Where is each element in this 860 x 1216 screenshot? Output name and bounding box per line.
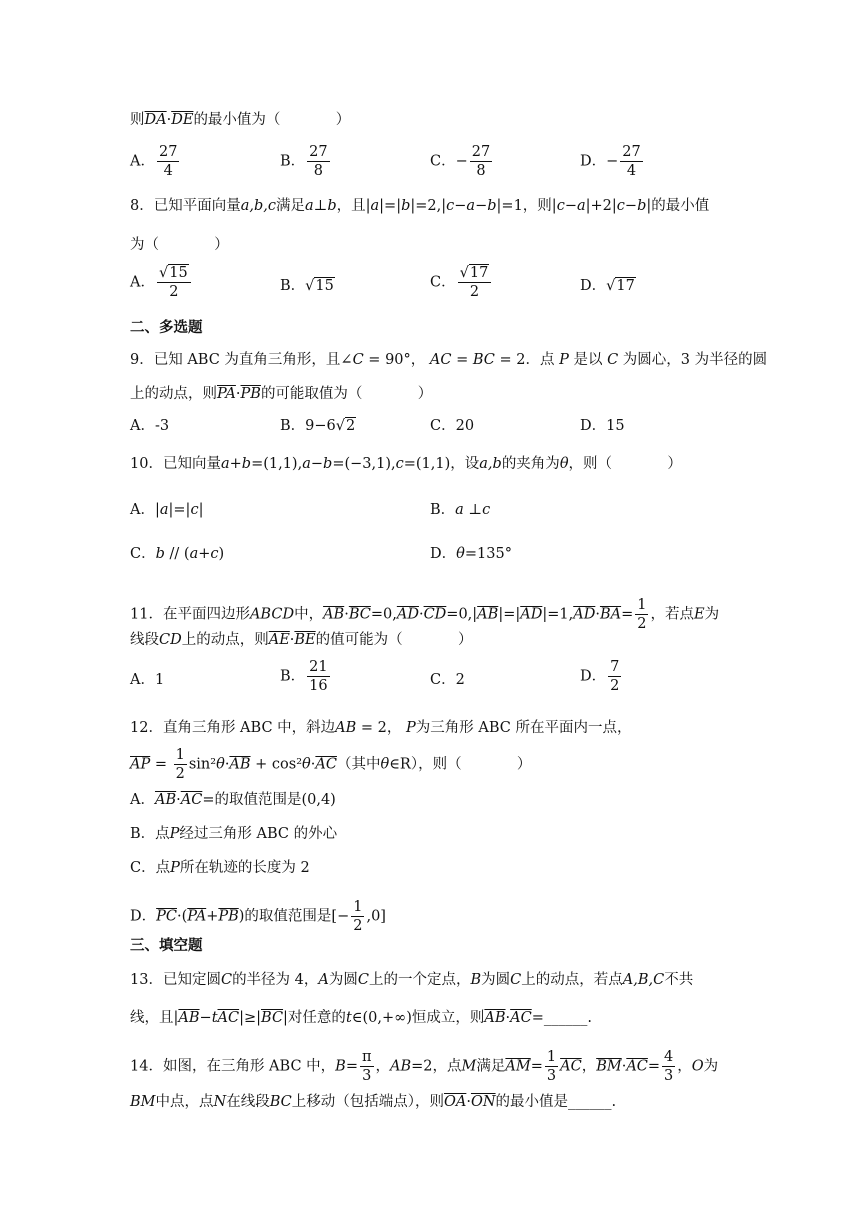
q11-option-d[interactable]: D． $\frac{7}{2}$ (580, 659, 620, 694)
q8-option-c[interactable]: C． $\frac{√17}{2}$ (430, 264, 493, 301)
q10-option-d[interactable]: D．θ=135° (430, 546, 512, 562)
q14-answer-blank[interactable]: ______ (568, 1094, 612, 1110)
q9-option-c[interactable]: C．20 (430, 418, 475, 434)
section-3-heading: 三、填空题 (130, 938, 203, 954)
q7-option-a[interactable]: A． $\frac{27}{4}$ (130, 144, 178, 179)
q10-option-c[interactable]: C．b // (a+c) (130, 546, 225, 562)
q11-option-c[interactable]: C．2 (430, 672, 465, 688)
q8-option-b[interactable]: B．√15 (280, 278, 334, 294)
q11-option-b[interactable]: B． $\frac{21}{16}$ (280, 659, 328, 694)
q8-option-d[interactable]: D．√17 (580, 278, 635, 294)
q10-option-b[interactable]: B．a ⊥c (430, 502, 491, 518)
q11-stem-line1: 11．在平面四边形ABCD中，$\overline{AB}\cdot\overline{BC}=0,\overline{AD}\cdot\overline{CD}=0,|\overline{AB}|=|\overline{AD}|=1,\overline{AD}\cdot\overline{BA}=$ $\frac{1}{2}$ ，若点E为 (130, 597, 720, 632)
q10-option-a[interactable]: A．|a|=|c| (130, 502, 204, 518)
q7-option-d[interactable]: D．− $\frac{27}{4}$ (580, 144, 641, 179)
q12-option-a[interactable]: A．$\overline{AB}\cdot\overline{AC}=$的取值范围是(0,4) (130, 792, 336, 808)
q9-option-a[interactable]: A．-3 (130, 418, 170, 434)
q12-stem-line1: 12．直角三角形 ABC 中，斜边AB = 2， P为三角形 ABC 所在平面内一点， (130, 720, 632, 736)
q8-option-a[interactable]: A． $\frac{√15}{2}$ (130, 264, 193, 301)
q8-stem-line1: 8．已知平面向量a,b,c满足a⊥b，且|a|=|b|=2,|c−a−b|=1，则|c−a|+2|c−b|的最小值 (130, 198, 710, 214)
q7-option-b[interactable]: B． $\frac{27}{8}$ (280, 144, 328, 179)
q10-stem: 10．已知向量a+b=(1,1),a−b=(−3,1),c=(1,1)，设a,b的夹角为θ，则（ ） (130, 456, 682, 472)
section-2-heading: 二、多选题 (130, 320, 203, 336)
q12-stem-line2: $\overline{AP}$ = $\frac{1}{2}$ $\sin^2\theta\cdot\overline{AB} + \cos^2\theta\cdot\overline{AC}$（其中θ∈R），则（ ） (130, 747, 532, 782)
q8-stem-line2: 为（ ） (130, 237, 229, 253)
q9-stem-line1: 9．已知 ABC 为直角三角形，且∠C = 90°， AC = BC = 2．点 P 是以 C 为圆心，3 为半径的圆 (130, 352, 768, 368)
q13-stem-line1: 13．已知定圆C的半径为 4，A为圆C上的一个定点，B为圆C上的动点，若点A,B,C不共 (130, 972, 694, 988)
q11-option-a[interactable]: A．1 (130, 672, 165, 688)
q12-option-c[interactable]: C．点P所在轨迹的长度为 2 (130, 860, 310, 876)
q14-stem-line1: 14．如图，在三角形 ABC 中，B= $\frac{\pi}{3}$ ，AB=2，点M满足$\overline{AM}=$ $\frac{1}{3}$ $\overline{AC}$，$\overline{BM}\cdot\overline{AC}=$ $\frac{4}{3}$ ，O为 (130, 1049, 719, 1084)
q7-option-c[interactable]: C．− $\frac{27}{8}$ (430, 144, 491, 179)
q11-stem-line2: 线段CD上的动点，则$\overline{AE}\cdot\overline{BE}$的值可能为（ ） (130, 632, 473, 648)
q9-option-d[interactable]: D．15 (580, 418, 625, 434)
q12-option-d[interactable]: D．$\overline{PC}\cdot(\overline{PA}+\overline{PB})$的取值范围是[− $\frac{1}{2}$ ,0] (130, 899, 386, 934)
q9-option-b[interactable]: B．9−6√2 (280, 418, 356, 434)
q12-option-b[interactable]: B．点P经过三角形 ABC 的外心 (130, 826, 338, 842)
q13-answer-blank[interactable]: ______ (543, 1010, 588, 1026)
q13-stem-line2: 线，且$|\overline{AB}-t\overline{AC}|\ge|\overline{BC}|$对任意的t∈(0,+∞)恒成立，则$\overline{AB}\cdot\overline{AC}=\_\_\_\_\_\_$. (130, 1010, 592, 1026)
q14-stem-line2: BM中点，点N在线段BC上移动（包括端点），则$\overline{OA}\cdot\overline{ON}$的最小值是______. (130, 1094, 617, 1110)
q9-stem-line2: 上的动点，则$\overline{PA}\cdot\overline{PB}$的可能取值为（ ） (130, 386, 433, 402)
q7-stem-tail: 则$\overline{DA}\cdot\overline{DE}$的最小值为（ ） (130, 112, 351, 128)
